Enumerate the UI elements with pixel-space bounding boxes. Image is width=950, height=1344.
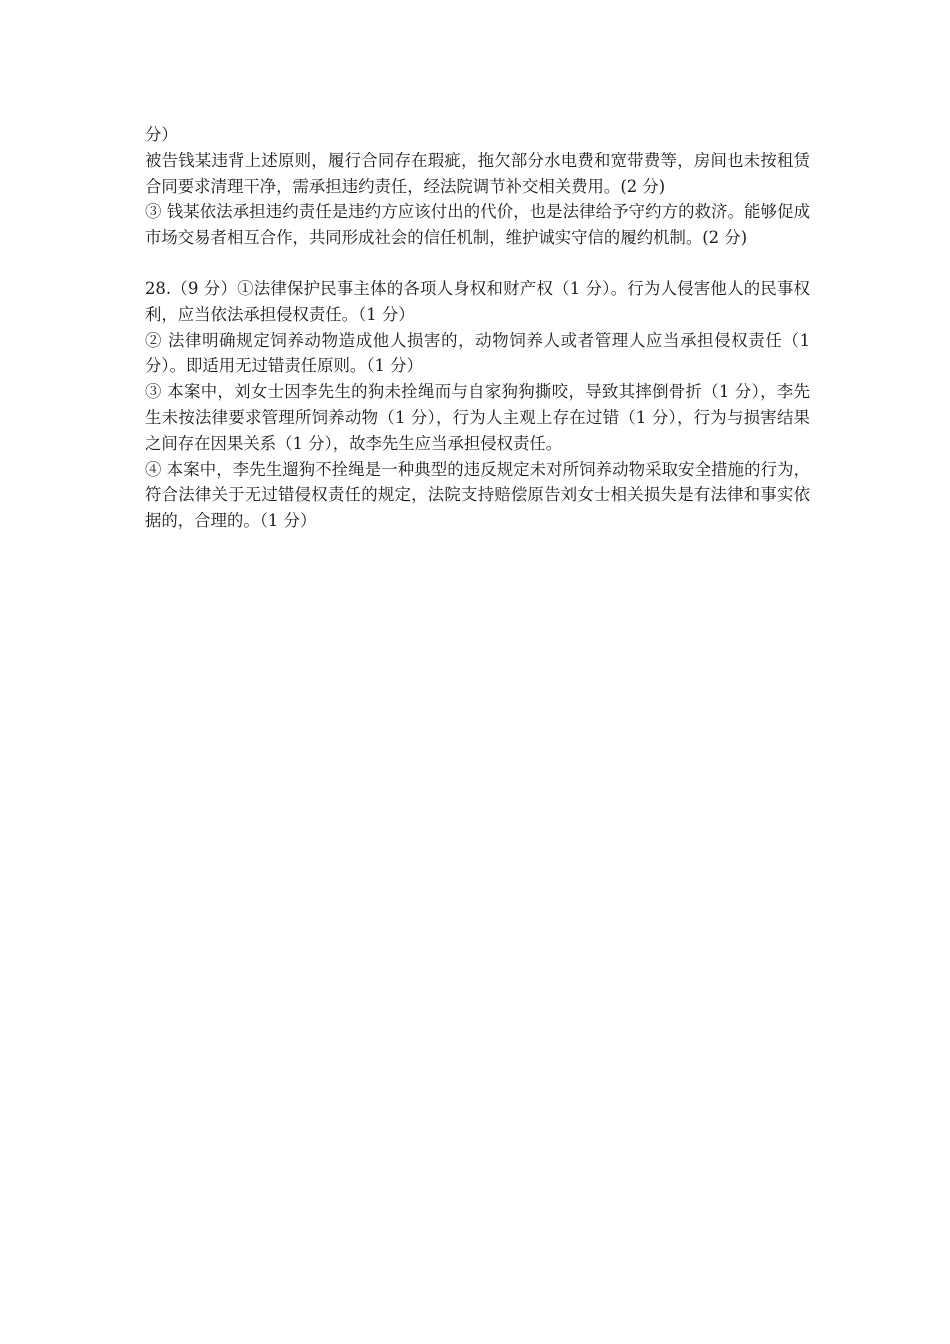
- answer-paragraph: 被告钱某违背上述原则，履行合同存在瑕疵，拖欠部分水电费和宽带费等，房间也未按租赁合同要求清理干净，需承担违约责任，经法院调节补交相关费用。(2 分): [145, 150, 810, 196]
- answer-point-3: ③ 钱某依法承担违约责任是违约方应该付出的代价，也是法律给予守约方的救济。能够促成市场交易者相互合作，共同形成社会的信任机制，维护诚实守信的履约机制。(2 分): [145, 202, 810, 248]
- answer-line: 分）: [145, 125, 178, 144]
- answer-point-2: ② 法律明确规定饲养动物造成他人损害的，动物饲养人或者管理人应当承担侵权责任（1 分）。即适用无过错责任原则。（1 分）: [145, 330, 810, 376]
- question-28-answer: [145, 276, 810, 534]
- paragraph-gap: [145, 251, 810, 276]
- answer-point-1: 28.（9 分）①法律保护民事主体的各项人身权和财产权（1 分）。行为人侵害他人的民事权利，应当依法承担侵权责任。（1 分）: [145, 278, 810, 324]
- answer-point-3: ③ 本案中，刘女士因李先生的狗未拴绳而与自家狗狗撕咬，导致其摔倒骨折（1 分），李先生未按法律要求管理所饲养动物（1 分），行为人主观上存在过错（1 分），行为与损害结果之间存在因果关系（1 分），故李先生应当承担侵权责任。: [145, 382, 810, 453]
- answer-point-4: ④ 本案中，李先生遛狗不拴绳是一种典型的违反规定未对所饲养动物采取安全措施的行为，符合法律关于无过错侵权责任的规定，法院支持赔偿原告刘女士相关损失是有法律和事实依据的，合理的。（1 分）: [145, 459, 810, 531]
- document-page: [145, 122, 810, 534]
- previous-answer-section: [145, 122, 810, 251]
